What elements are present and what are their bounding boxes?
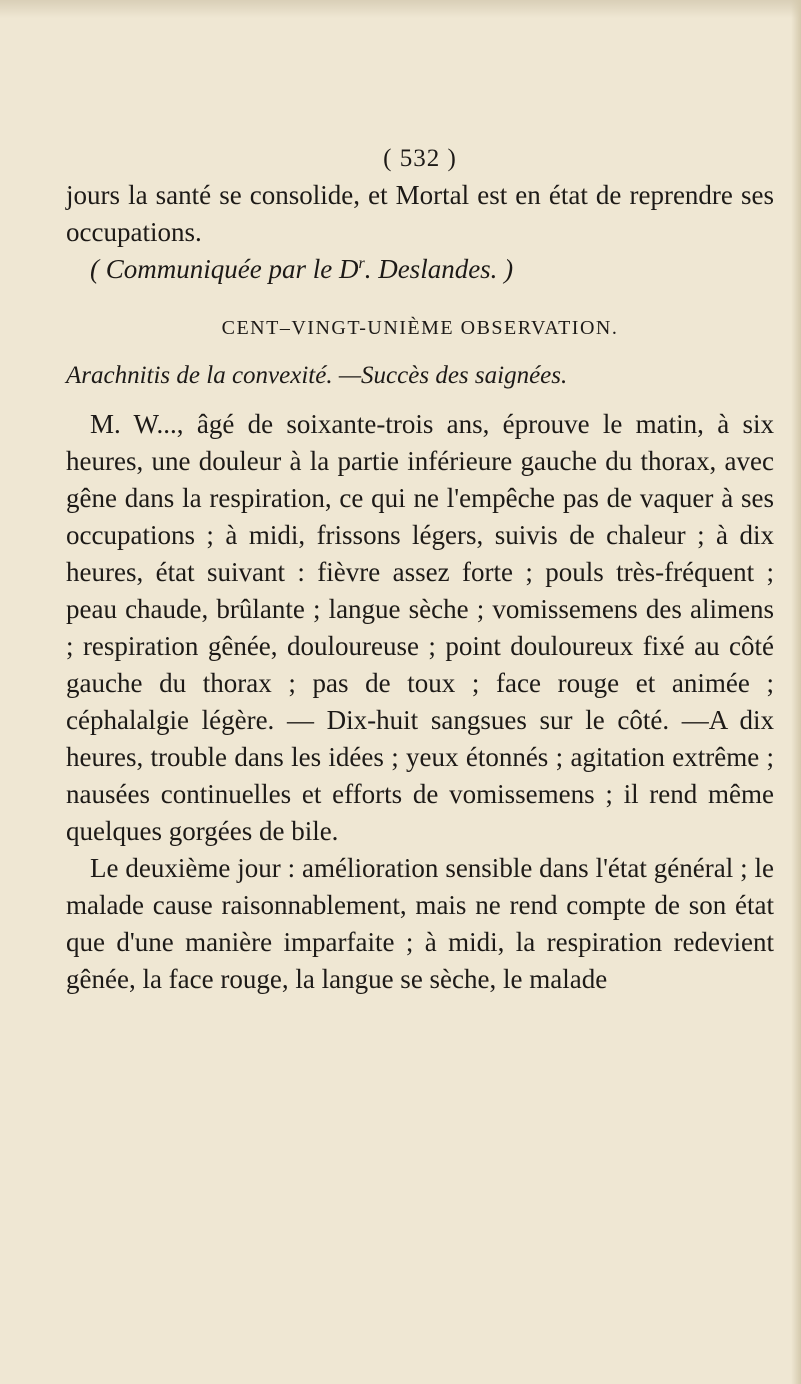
page-right-edge — [791, 0, 801, 1384]
text-block — [66, 140, 774, 998]
observation-subtitle: Arachnitis de la convexité. —Succès des saignées. — [66, 362, 568, 389]
attribution-sup: r — [358, 255, 365, 272]
paragraph-1: M. W..., âgé de soixante-trois ans, éprouve le matin, à six heures, une douleur à la partie inférieure gauche du thorax, avec gêne dans la respiration, ce qui ne l'empêche pas de vaquer à ses occupations ; à midi, frissons légers, suivis de chaleur ; à dix heures, état suivant : fièvre assez forte ; pouls très-fréquent ; peau chaude, brûlante ; langue sèche ; vomissemens des alimens ; respiration gênée, douloureuse ; point douloureux fixé au côté gauche du thorax ; pas de toux ; face rouge et animée ; céphalalgie légère. — Dix-huit sangsues sur le côté. —A dix heures, trouble dans les idées ; yeux étonnés ; agitation extrême ; nausées continuelles et efforts de vomissemens ; il rend même quelques gorgées de bile. — [66, 409, 774, 846]
observation-heading: CENT–VINGT-UNIÈME OBSERVATION. — [221, 317, 619, 339]
intro-paragraph: jours la santé se consolide, et Mortal est en état de reprendre ses occupations. — [66, 180, 774, 247]
attribution-line — [66, 251, 774, 288]
attribution-close: . Deslandes. ) — [364, 254, 514, 284]
paragraph-2: Le deuxième jour : amélioration sensible dans l'état général ; le malade cause raisonnablement, mais ne rend compte de son état que d'une manière imparfaite ; à midi, la respiration redevient gênée, la face rouge, la langue se sèche, le malade — [66, 853, 774, 994]
page-number: ( 532 ) — [383, 145, 457, 172]
attribution-open: ( Communiquée par le D — [90, 254, 359, 284]
page-top-shadow — [0, 0, 801, 18]
